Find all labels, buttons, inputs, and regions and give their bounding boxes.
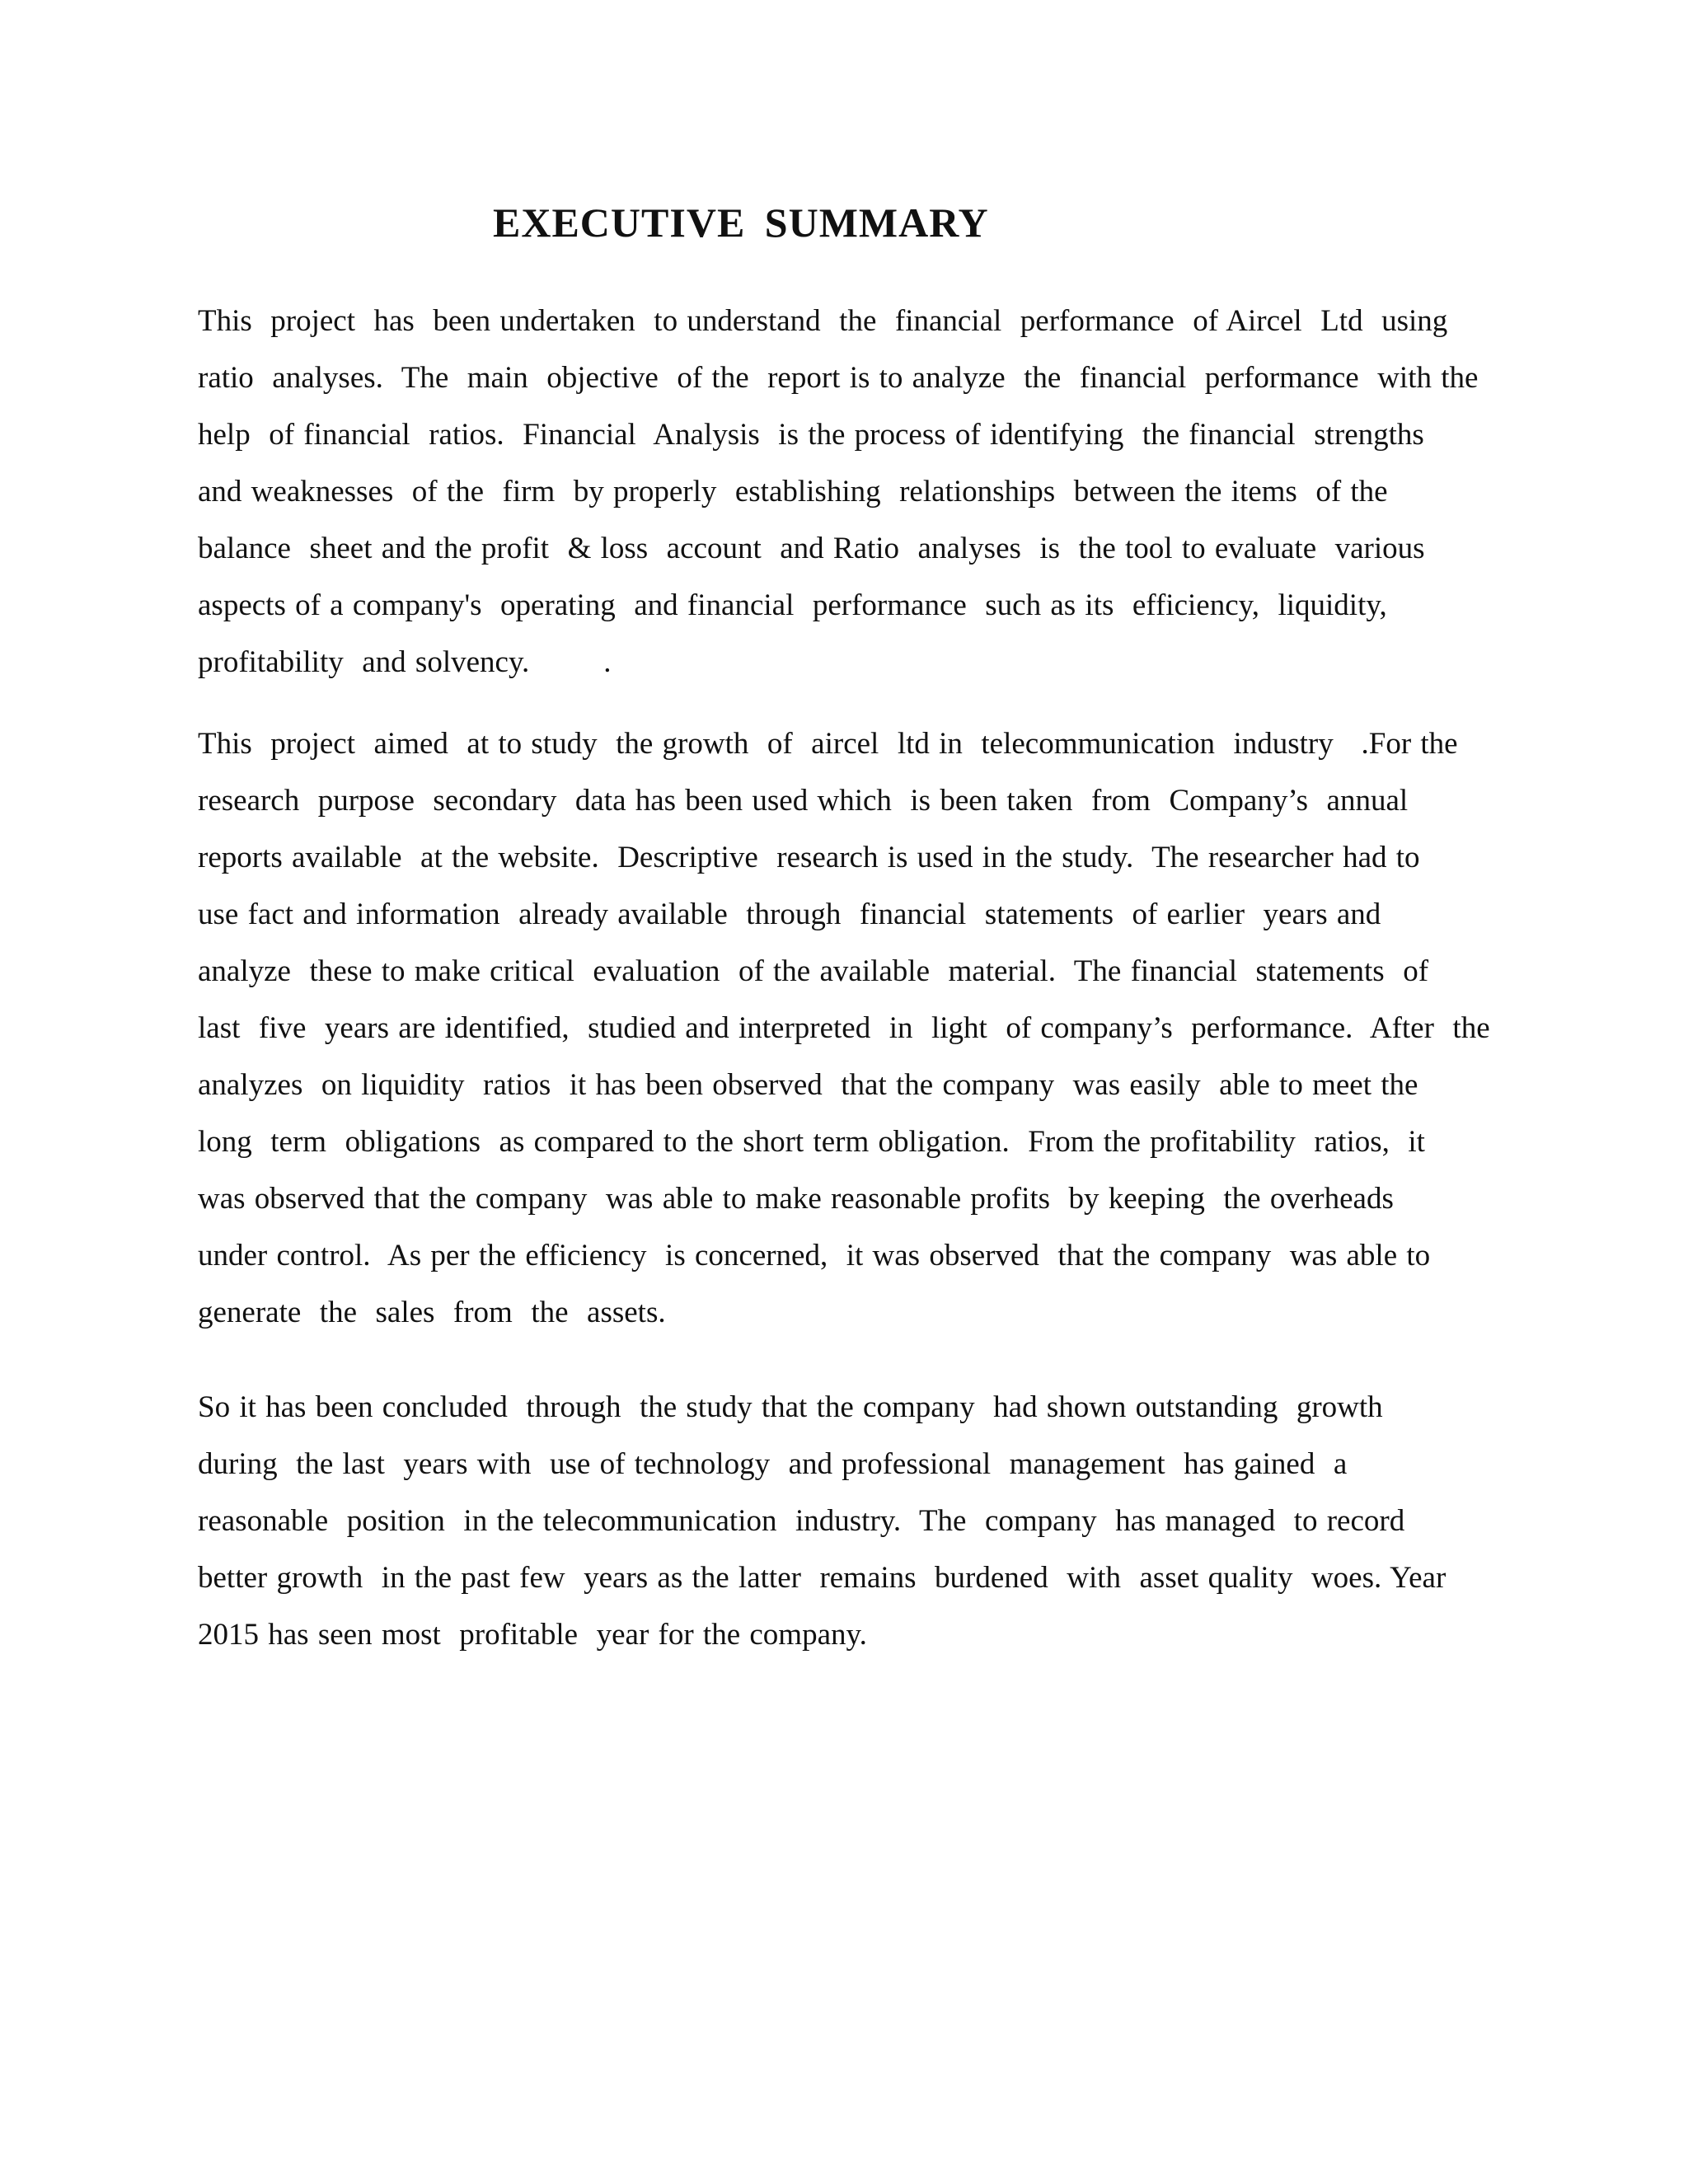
text-line: So it has been concluded through the study that the company had shown outstanding growth [198, 1390, 1383, 1424]
paragraph-spacer [198, 1341, 1517, 1379]
text-line: reports available at the website. Descriptive research is used in the study. The researcher had to [198, 841, 1420, 874]
paragraph-2 [198, 715, 1517, 1341]
text-line: help of financial ratios. Financial Analysis is the process of identifying the financial strengths [198, 418, 1424, 452]
text-line: aspects of a company's operating and financial performance such as its efficiency, liquidity, [198, 588, 1387, 622]
text-line: last five years are identified, studied and interpreted in light of company’s performance. After the [198, 1011, 1490, 1045]
text-line: profitability and solvency. . [198, 645, 612, 679]
text-line: ratio analyses. The main objective of the report is to analyze the financial performance with the [198, 361, 1479, 395]
text-line: and weaknesses of the firm by properly establishing relationships between the items of the [198, 475, 1388, 509]
text-line: under control. As per the efficiency is concerned, it was observed that the company was able to [198, 1239, 1431, 1272]
text-line: This project aimed at to study the growth of aircel ltd in telecommunication industry .For the [198, 727, 1458, 761]
text-line: analyzes on liquidity ratios it has been observed that the company was easily able to meet the [198, 1068, 1418, 1102]
text-line: research purpose secondary data has been used which is been taken from Company’s annual [198, 784, 1409, 818]
paragraph-3 [198, 1379, 1517, 1663]
text-line: during the last years with use of technology and professional management has gained a [198, 1447, 1348, 1481]
text-line: analyze these to make critical evaluation of the available material. The financial statements of [198, 954, 1429, 988]
paragraph-1 [198, 293, 1517, 691]
text-line: use fact and information already available through financial statements of earlier years and [198, 898, 1381, 931]
text-line: better growth in the past few years as the latter remains burdened with asset quality woes. Year [198, 1561, 1447, 1595]
paragraph-spacer [198, 691, 1517, 715]
text-line: generate the sales from the assets. [198, 1296, 666, 1329]
page-title: EXECUTIVE SUMMARY [493, 199, 989, 246]
text-line: 2015 has seen most profitable year for the company. [198, 1618, 867, 1652]
text-line: reasonable position in the telecommunication industry. The company has managed to record [198, 1504, 1405, 1538]
text-line: long term obligations as compared to the short term obligation. From the profitability ratios, it [198, 1125, 1425, 1159]
text-line: balance sheet and the profit & loss account and Ratio analyses is the tool to evaluate various [198, 532, 1425, 565]
text-line: This project has been undertaken to understand the financial performance of Aircel Ltd using [198, 304, 1448, 338]
summary-body [198, 293, 1517, 1663]
text-line: was observed that the company was able to make reasonable profits by keeping the overheads [198, 1182, 1394, 1216]
